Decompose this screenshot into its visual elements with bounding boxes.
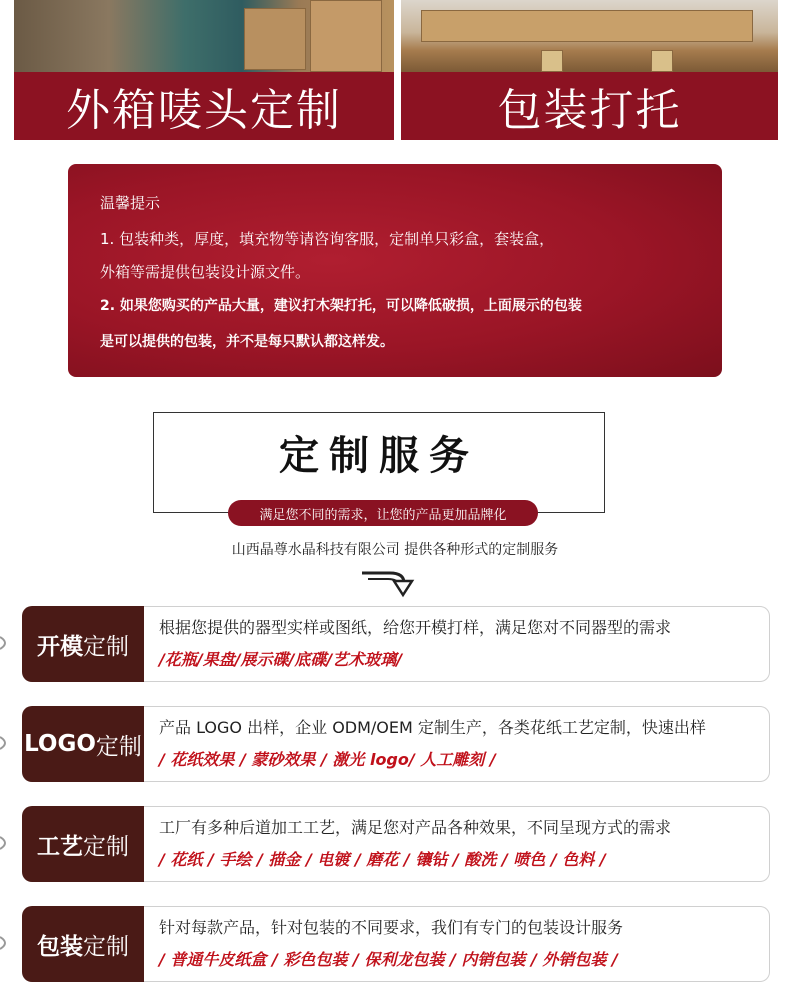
service-row-craft [0,806,790,882]
bullet-arc-icon [0,836,10,850]
notice-title: 温馨提示 [100,194,161,212]
banner-caption: 外箱唛头定制 [14,72,394,140]
row-tab: 开模 定制 [22,606,144,682]
company-line: 山西晶尊水晶科技有限公司 提供各种形式的定制服务 [231,542,559,558]
row-description: 工厂有多种后道加工工艺，满足您对产品各种效果，不同呈现方式的需求 [159,818,672,837]
notice-line: 外箱等需提供包装设计源文件。 [100,263,311,281]
notice-line: 1. 包装种类，厚度，填充物等请咨询客服，定制单只彩盒，套装盒， [100,230,555,248]
service-row-mold [0,606,790,682]
row-tab: 工艺 定制 [22,806,144,882]
service-tagline: 满足您不同的需求，让您的产品更加品牌化 [228,500,538,526]
notice-box [68,164,722,377]
banner-caption: 包装打托 [401,72,778,140]
row-highlight: / 花纸效果 / 蒙砂效果 / 激光 logo/ 人工雕刻 / [159,750,496,769]
row-description: 根据您提供的器型实样或图纸，给您开模打样，满足您对不同器型的需求 [159,618,672,637]
bullet-arc-icon [0,736,10,750]
banner-shipping-marks [14,0,394,140]
row-panel [144,806,770,882]
row-description: 产品 LOGO 出样，企业 ODM/OEM 定制生产，各类花纸工艺定制，快速出样 [159,718,706,737]
row-panel [144,706,770,782]
down-arrow-icon [360,567,420,603]
row-tab: 包装 定制 [22,906,144,982]
service-row-packaging [0,906,790,982]
service-title: 定制服务 [279,433,479,479]
row-highlight: /花瓶/果盘/展示碟/底碟/艺术玻璃/ [159,650,403,669]
row-tab: LOGO 定制 [22,706,144,782]
notice-line: 2. 如果您购买的产品大量，建议打木架打托，可以降低破损，上面展示的包装 [100,298,582,314]
row-panel [144,606,770,682]
service-row-logo [0,706,790,782]
pallet-boxes-photo [401,0,778,72]
bullet-arc-icon [0,936,10,950]
row-highlight: / 普通牛皮纸盒 / 彩色包装 / 保利龙包装 / 内销包装 / 外销包装 / [159,950,618,969]
banner-pallet-packing [401,0,778,140]
bullet-arc-icon [0,636,10,650]
row-description: 针对每款产品，针对包装的不同要求，我们有专门的包装设计服务 [159,918,624,937]
row-panel [144,906,770,982]
notice-line: 是可以提供的包装，并不是每只默认都这样发。 [100,334,394,350]
warehouse-boxes-photo [14,0,394,72]
row-highlight: / 花纸 / 手绘 / 描金 / 电镀 / 磨花 / 镶钻 / 酸洗 / 喷色 / 色料 / [159,850,606,869]
